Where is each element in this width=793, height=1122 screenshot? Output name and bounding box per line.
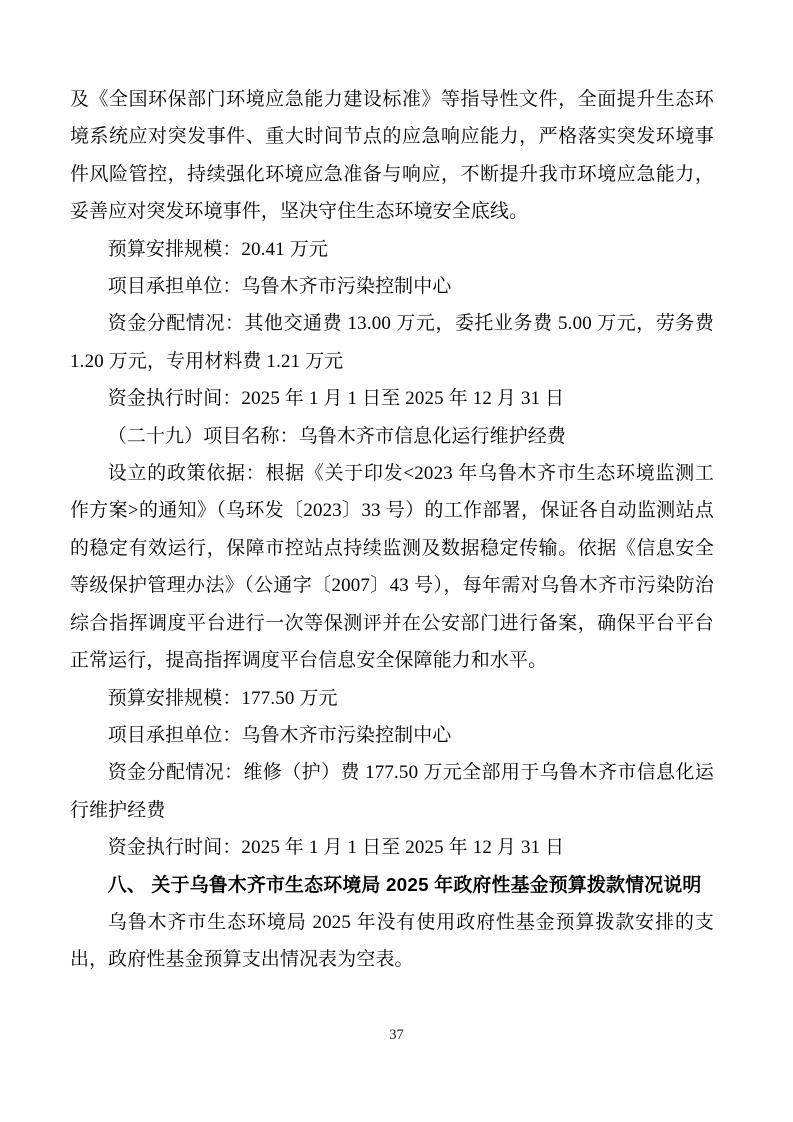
paragraph: 资金执行时间：2025 年 1 月 1 日至 2025 年 12 月 31 日 (107, 837, 565, 859)
paragraph: 资金执行时间：2025 年 1 月 1 日至 2025 年 12 月 31 日 (107, 388, 565, 410)
document-body (70, 81, 714, 979)
paragraph: 项目承担单位：乌鲁木齐市污染控制中心 (107, 276, 452, 298)
paragraph: 乌鲁木齐市生态环境局 2025 年没有使用政府性基金预算拨款安排的支出，政府性基金预算支出情况表为空表。 (70, 911, 714, 971)
paragraph: （二十九）项目名称：乌鲁木齐市信息化运行维护经费 (107, 425, 566, 447)
section-heading: 八、 关于乌鲁木齐市生态环境局 2025 年政府性基金预算拨款情况说明 (107, 874, 702, 896)
paragraph: 资金分配情况：维修（护）费 177.50 万元全部用于乌鲁木齐市信息化运行维护经费 (70, 762, 714, 821)
paragraph: 及《全国环保部门环境应急能力建设标准》等指导性文件，全面提升生态环境系统应对突发事件、重大时间节点的应急响应能力，严格落实突发环境事件风险管控，持续强化环境应急准备与响应，不断提升我市环境应急能力，妥善应对突发环境事件，坚决守住生态环境安全底线。 (70, 89, 714, 223)
paragraph: 资金分配情况：其他交通费 13.00 万元，委托业务费 5.00 万元，劳务费 1.20 万元，专用材料费 1.21 万元 (70, 313, 714, 372)
paragraph: 设立的政策依据：根据《关于印发<2023 年乌鲁木齐市生态环境监测工作方案>的通知》（乌环发〔2023〕33 号）的工作部署，保证各自动监测站点的稳定有效运行，保障市控站点持续监测及数据稳定传输。依据《信息安全等级保护管理办法》（公通字〔2007〕43 号），每年需对乌鲁木齐市污染防治综合指挥调度平台进行一次等保测评并在公安部门进行备案，确保平台平台正常运行，提高指挥调度平台信息安全保障能力和水平。 (70, 463, 714, 672)
paragraph: 预算安排规模：177.50 万元 (107, 687, 338, 709)
page-footer (0, 1025, 793, 1045)
page-number: 37 (389, 1027, 404, 1043)
paragraph: 预算安排规模：20.41 万元 (107, 238, 329, 260)
paragraph: 项目承担单位：乌鲁木齐市污染控制中心 (107, 724, 452, 746)
